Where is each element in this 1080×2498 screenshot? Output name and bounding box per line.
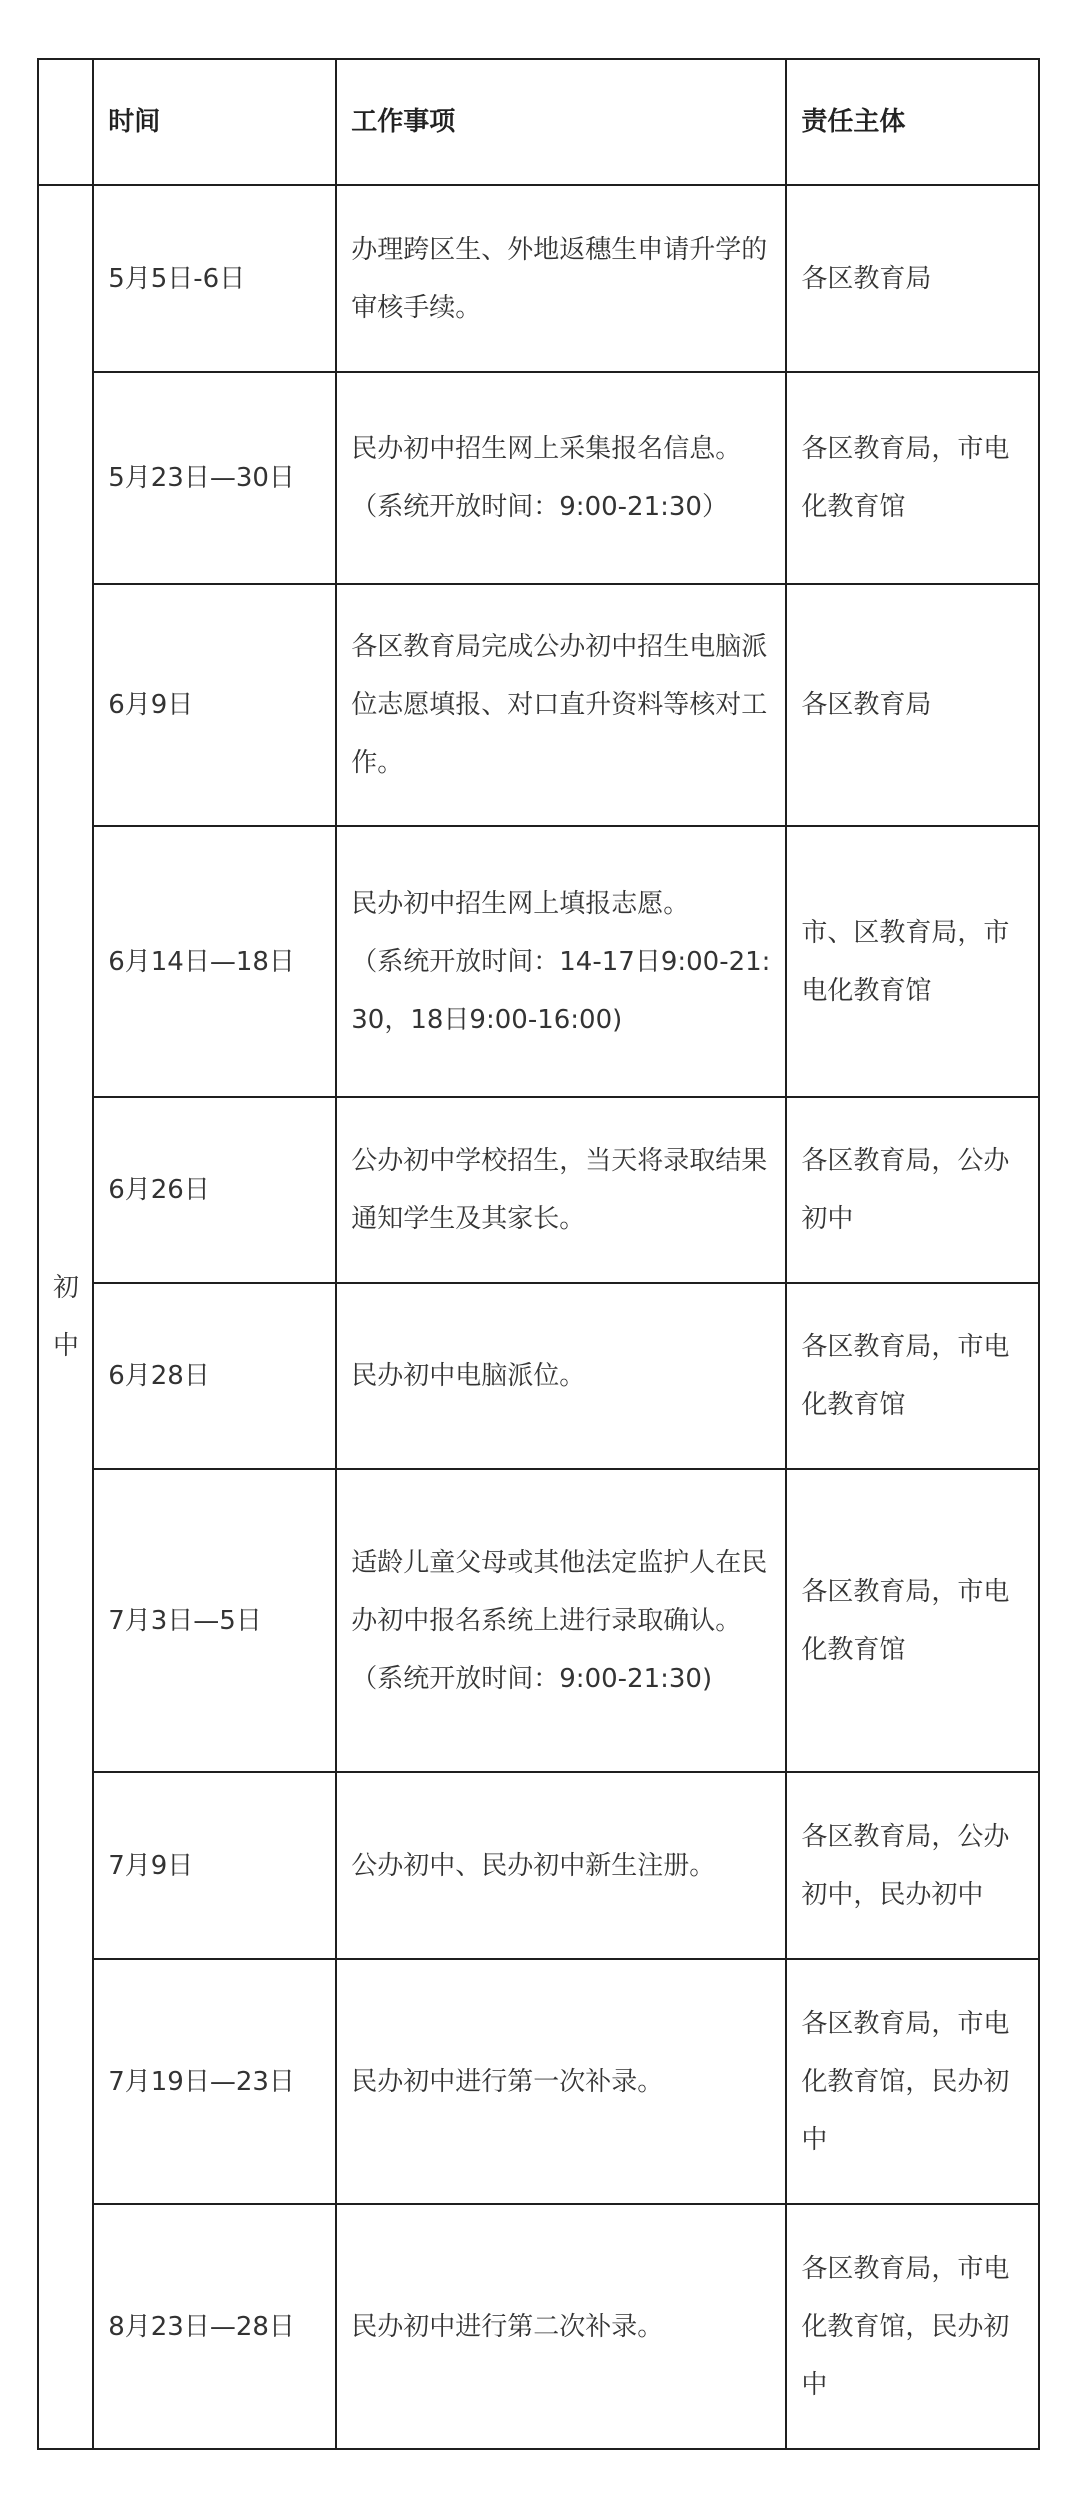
table-row <box>38 1097 1039 1283</box>
table-row <box>38 185 1039 372</box>
task-line: 办理跨区生、外地返穗生申请升学的审核手续。 <box>351 234 768 323</box>
time-cell: 7月3日—5日 <box>93 1469 336 1772</box>
time-cell: 7月19日—23日 <box>93 1959 336 2204</box>
task-line: 适龄儿童父母或其他法定监护人在民办初中报名系统上进行录取确认。（系统开放时间：9:00-21:30) <box>351 1547 768 1694</box>
header-category <box>38 59 93 185</box>
task-line: 民办初中进行第一次补录。 <box>351 2066 664 2097</box>
header-time: 时间 <box>93 59 336 185</box>
table-row <box>38 1469 1039 1772</box>
task-cell <box>336 1772 786 1959</box>
owner-cell: 各区教育局，公办初中，民办初中 <box>786 1772 1039 1959</box>
header-row <box>38 59 1039 185</box>
owner-cell: 各区教育局，市电化教育馆 <box>786 1283 1039 1469</box>
table-row <box>38 372 1039 584</box>
table-row <box>38 584 1039 826</box>
owner-cell: 市、区教育局，市电化教育馆 <box>786 826 1039 1097</box>
task-line: （系统开放时间：9:00-21:30） <box>351 492 728 522</box>
table-row <box>38 2204 1039 2449</box>
time-cell: 6月9日 <box>93 584 336 826</box>
header-task: 工作事项 <box>336 59 786 185</box>
table-row <box>38 1283 1039 1469</box>
task-cell <box>336 2204 786 2449</box>
table-row <box>38 1959 1039 2204</box>
task-cell <box>336 826 786 1097</box>
header-owner: 责任主体 <box>786 59 1039 185</box>
owner-cell: 各区教育局 <box>786 185 1039 372</box>
time-cell: 7月9日 <box>93 1772 336 1959</box>
task-line: （系统开放时间：14-17日9:00-21:30，18日9:00-16:00) <box>351 946 771 1035</box>
table-row <box>38 1772 1039 1959</box>
owner-cell: 各区教育局，市电化教育馆 <box>786 372 1039 584</box>
schedule-table <box>37 58 1040 2450</box>
owner-cell: 各区教育局，市电化教育馆 <box>786 1469 1039 1772</box>
owner-cell: 各区教育局，公办初中 <box>786 1097 1039 1283</box>
time-cell: 6月28日 <box>93 1283 336 1469</box>
task-line: 民办初中进行第二次补录。 <box>351 2311 664 2342</box>
time-cell: 5月5日-6日 <box>93 185 336 372</box>
task-line: 公办初中学校招生，当天将录取结果通知学生及其家长。 <box>351 1146 768 1234</box>
owner-cell: 各区教育局 <box>786 584 1039 826</box>
task-cell <box>336 185 786 372</box>
time-cell: 6月14日—18日 <box>93 826 336 1097</box>
task-line: 民办初中招生网上填报志愿。 <box>351 888 690 919</box>
category-cell: 初中 <box>38 185 93 2449</box>
time-cell: 8月23日—28日 <box>93 2204 336 2449</box>
task-line: 民办初中电脑派位。 <box>351 1361 586 1391</box>
task-line: 民办初中招生网上采集报名信息。 <box>351 434 742 464</box>
owner-cell: 各区教育局，市电化教育馆，民办初中 <box>786 1959 1039 2204</box>
table-row <box>38 826 1039 1097</box>
time-cell: 5月23日—30日 <box>93 372 336 584</box>
time-cell: 6月26日 <box>93 1097 336 1283</box>
task-cell <box>336 1283 786 1469</box>
task-cell <box>336 1097 786 1283</box>
task-cell <box>336 1959 786 2204</box>
task-cell <box>336 584 786 826</box>
owner-cell: 各区教育局，市电化教育馆，民办初中 <box>786 2204 1039 2449</box>
task-cell <box>336 372 786 584</box>
task-line: 公办初中、民办初中新生注册。 <box>351 1850 716 1881</box>
task-cell <box>336 1469 786 1772</box>
task-line: 各区教育局完成公办初中招生电脑派位志愿填报、对口直升资料等核对工作。 <box>351 632 768 778</box>
